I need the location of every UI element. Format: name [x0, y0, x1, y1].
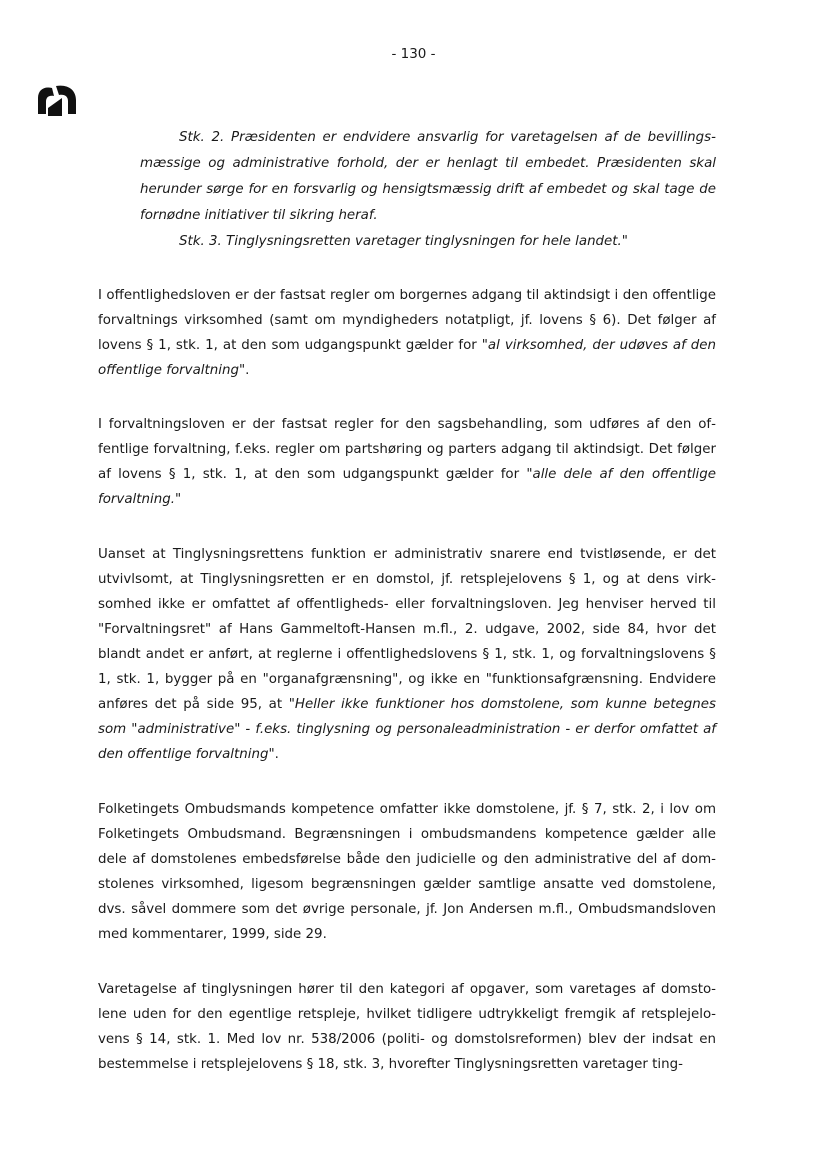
- quote-stk2: Stk. 2. Præsidenten er endvidere ansvarlig for varetagelsen af de bevillingsmæssige og administrative forhold, der er henlagt til embedet. Præsidenten skal herunder sørge for en forsvarlig og hensigtsmæssig drift af embedet og skal tage de fornødne initiativer til sikring heraf.: [140, 130, 716, 223]
- paragraph-offentlighedsloven: [98, 283, 716, 383]
- paragraph-quote-italic: Heller ikke funktioner hos domstolene, som kunne betegnes som "administrative" - f.eks. tinglysning og personaleadministration - er derfor omfattet af den offentlige forvaltning: [98, 697, 716, 762]
- paragraph-tail: ": [174, 492, 182, 507]
- paragraph-tail: ".: [238, 363, 250, 378]
- document-body: [98, 125, 716, 1077]
- quoted-provision: [98, 125, 716, 255]
- paragraph-text: I forvaltningsloven er der fastsat regler for den sagsbehandling, som udføres af den offentlige forvaltning, f.eks. regler om partshøring og parters adgang til aktindsigt. Det følger af lovens § 1, stk. 1, at den som udgangspunkt gælder for ": [98, 417, 716, 482]
- paragraph-text: I offentlighedsloven er der fastsat regler om borgernes adgang til aktindsigt i den offentlige forvaltnings virksomhed (samt om myndigheders notatpligt, jf. lovens § 6). Det følger af lovens § 1, stk. 1, at den som udgangspunkt gælder for ": [98, 288, 716, 353]
- paragraph-forvaltningsloven: [98, 412, 716, 512]
- paragraph-tinglysningsretten: [98, 542, 716, 767]
- paragraph-quote-italic: alle dele af den offentlige forvaltning.: [98, 467, 716, 507]
- paragraph-ombudsmand: Folketingets Ombudsmands kompetence omfatter ikke domstolene, jf. § 7, stk. 2, i lov om Folketingets Ombudsmand. Begrænsningen i ombudsmandens kompetence gælder alle dele af domstolenes embedsførelse både den judicielle og den administrative del af domstolenes virksomhed, ligesom begrænsningen gælder samtlige ansatte ved domstolene, dvs. såvel dommere som det øvrige personale, jf. Jon Andersen m.fl., Ombudsmandsloven med kommentarer, 1999, side 29.: [98, 802, 716, 942]
- paragraph-varetagelse: Varetagelse af tinglysningen hører til den kategori af opgaver, som varetages af domstolene uden for den egentlige retspleje, hvilket tidligere udtrykkeligt fremgik af retsplejelovens § 14, stk. 1. Med lov nr. 538/2006 (politi- og domstolsreformen) blev der indsat en bestemmelse i retsplejelovens § 18, stk. 3, hvorefter Tinglysningsretten varetager ting-: [98, 982, 716, 1072]
- page-number: - 130 -: [391, 46, 436, 62]
- paragraph-tail: ".: [268, 747, 279, 762]
- paragraph-text: Uanset at Tinglysningsrettens funktion er administrativ snarere end tvistløsende, er det utvivlsomt, at Tinglysningsretten er en domstol, jf. retsplejelovens § 1, og at dens virksomhed ikke er omfattet af offentligheds- eller forvaltningsloven. Jeg henviser herved til "Forvaltningsret" af Hans Gammeltoft-Hansen m.fl., 2. udgave, 2002, side 84, hvor det blandt andet er anført, at reglerne i offentlighedslovens § 1, stk. 1, og forvaltningslovens § 1, stk. 1, bygger på en "organafgrænsning", og ikke en "funktionsafgrænsning. Endvidere anføres det på side 95, at ": [98, 547, 716, 712]
- paragraph-quote-italic: al virksomhed, der udøves af den offentlige forvaltning: [98, 338, 717, 378]
- logo-mark-icon: [36, 84, 78, 118]
- quote-stk3: Stk. 3. Tinglysningsretten varetager tinglysningen for hele landet.": [179, 234, 628, 249]
